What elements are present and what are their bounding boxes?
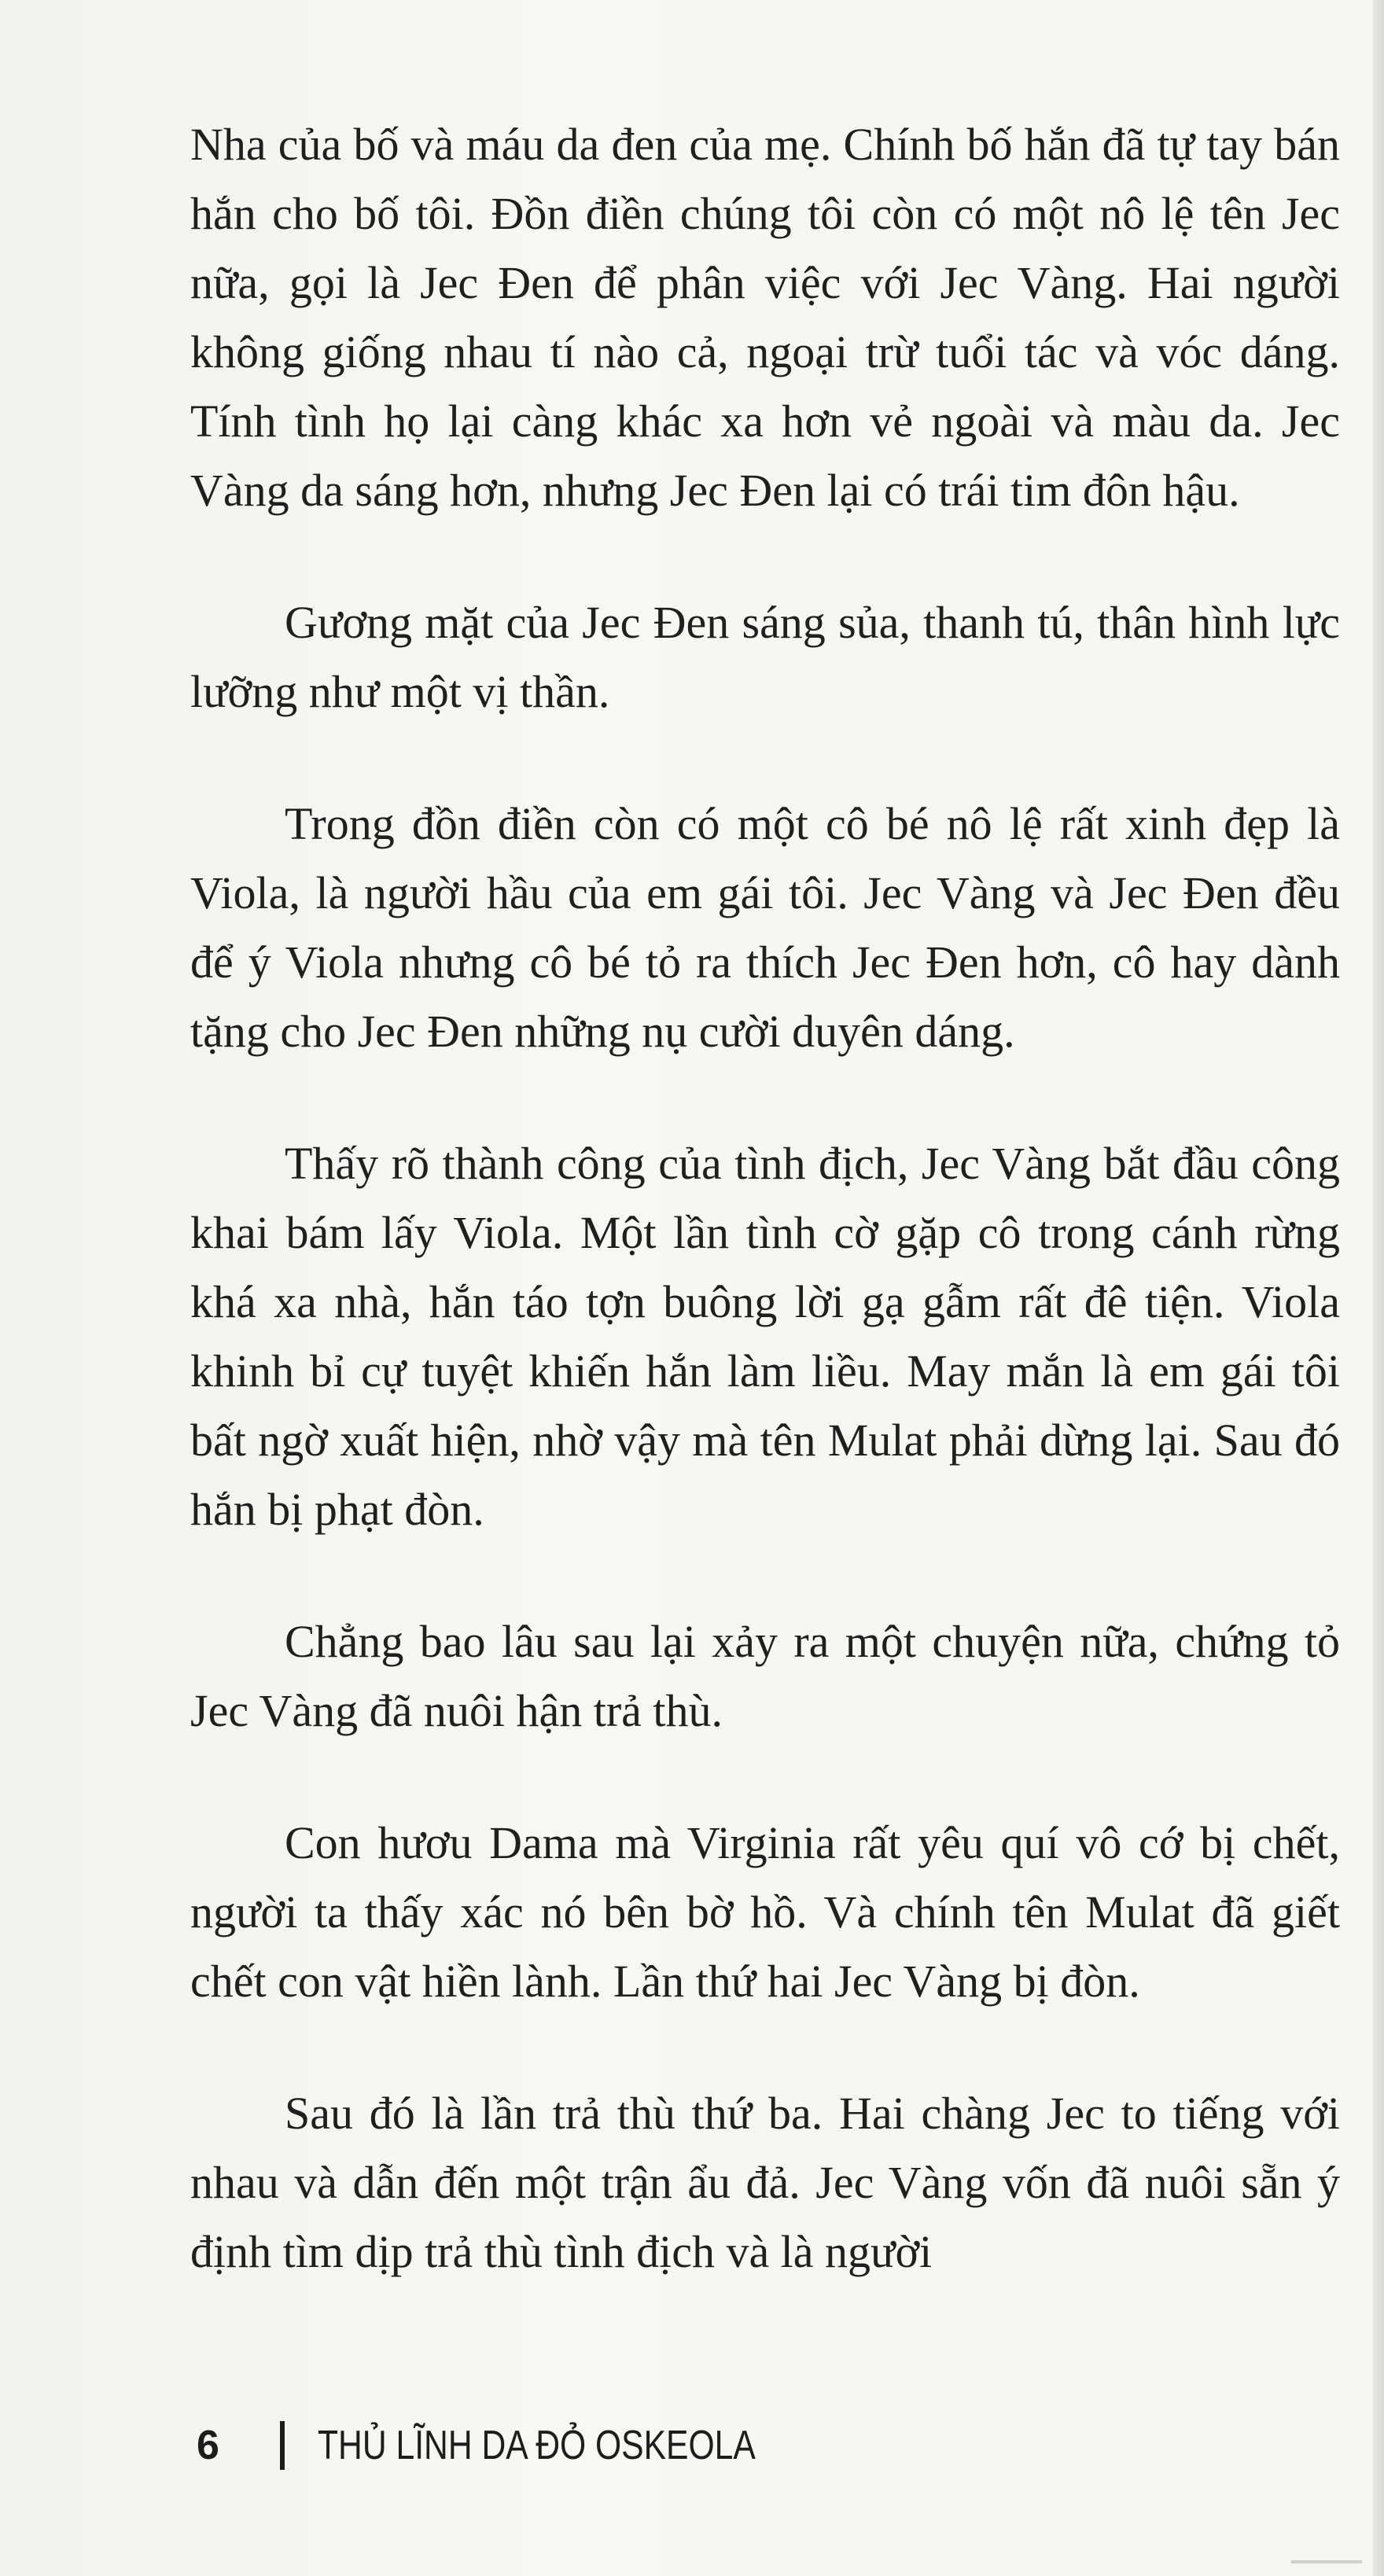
page-footer — [197, 2414, 852, 2477]
paragraph-4: Thấy rõ thành công của tình địch, Jec Vàng bắt đầu công khai bám lấy Viola. Một lần tình cờ gặp cô trong cánh rừng khá xa nhà, hắn táo tợn buông lời gạ gẫm rất đê tiện. Viola khinh bỉ cự tuyệt khiến hắn làm liều. May mắn là em gái tôi bất ngờ xuất hiện, nhờ vậy mà tên Mulat phải dừng lại. Sau đó hắn bị phạt đòn. — [190, 1138, 1340, 1535]
page-body — [190, 110, 1340, 2350]
page-number: 6 — [197, 2423, 219, 2468]
page-corner-mark — [1291, 2560, 1362, 2563]
page-edge-shadow — [1373, 0, 1384, 2576]
paragraph-1: Nha của bố và máu da đen của mẹ. Chính bố hắn đã tự tay bán hắn cho bố tôi. Đồn điền chúng tôi còn có một nô lệ tên Jec nữa, gọi là Jec Đen để phân việc với Jec Vàng. Hai người không giống nhau tí nào cả, ngoại trừ tuổi tác và vóc dáng. Tính tình họ lại càng khác xa hơn vẻ ngoài và màu da. Jec Vàng da sáng hơn, nhưng Jec Đen lại có trái tim đôn hậu. — [190, 119, 1340, 516]
running-title: THỦ LĨNH DA ĐỎ OSKEOLA — [318, 2423, 756, 2468]
footer-divider — [280, 2421, 285, 2470]
paragraph-7: Sau đó là lần trả thù thứ ba. Hai chàng Jec to tiếng với nhau và dẫn đến một trận ẩu đả. Jec Vàng vốn đã nuôi sẵn ý định tìm dịp trả thù tình địch và là người — [190, 2088, 1340, 2277]
paragraph-6: Con hươu Dama mà Virginia rất yêu quí vô cớ bị chết, người ta thấy xác nó bên bờ hồ. Và chính tên Mulat đã giết chết con vật hiền lành. Lần thứ hai Jec Vàng bị đòn. — [190, 1817, 1340, 2007]
paragraph-5: Chẳng bao lâu sau lại xảy ra một chuyện nữa, chứng tỏ Jec Vàng đã nuôi hận trả thù. — [190, 1616, 1340, 1736]
paragraph-3: Trong đồn điền còn có một cô bé nô lệ rất xinh đẹp là Viola, là người hầu của em gái tôi. Jec Vàng và Jec Đen đều để ý Viola nhưng cô bé tỏ ra thích Jec Đen hơn, cô hay dành tặng cho Jec Đen những nụ cười duyên dáng. — [190, 798, 1340, 1057]
paragraph-2: Gương mặt của Jec Đen sáng sủa, thanh tú, thân hình lực lưỡng như một vị thần. — [190, 597, 1340, 717]
